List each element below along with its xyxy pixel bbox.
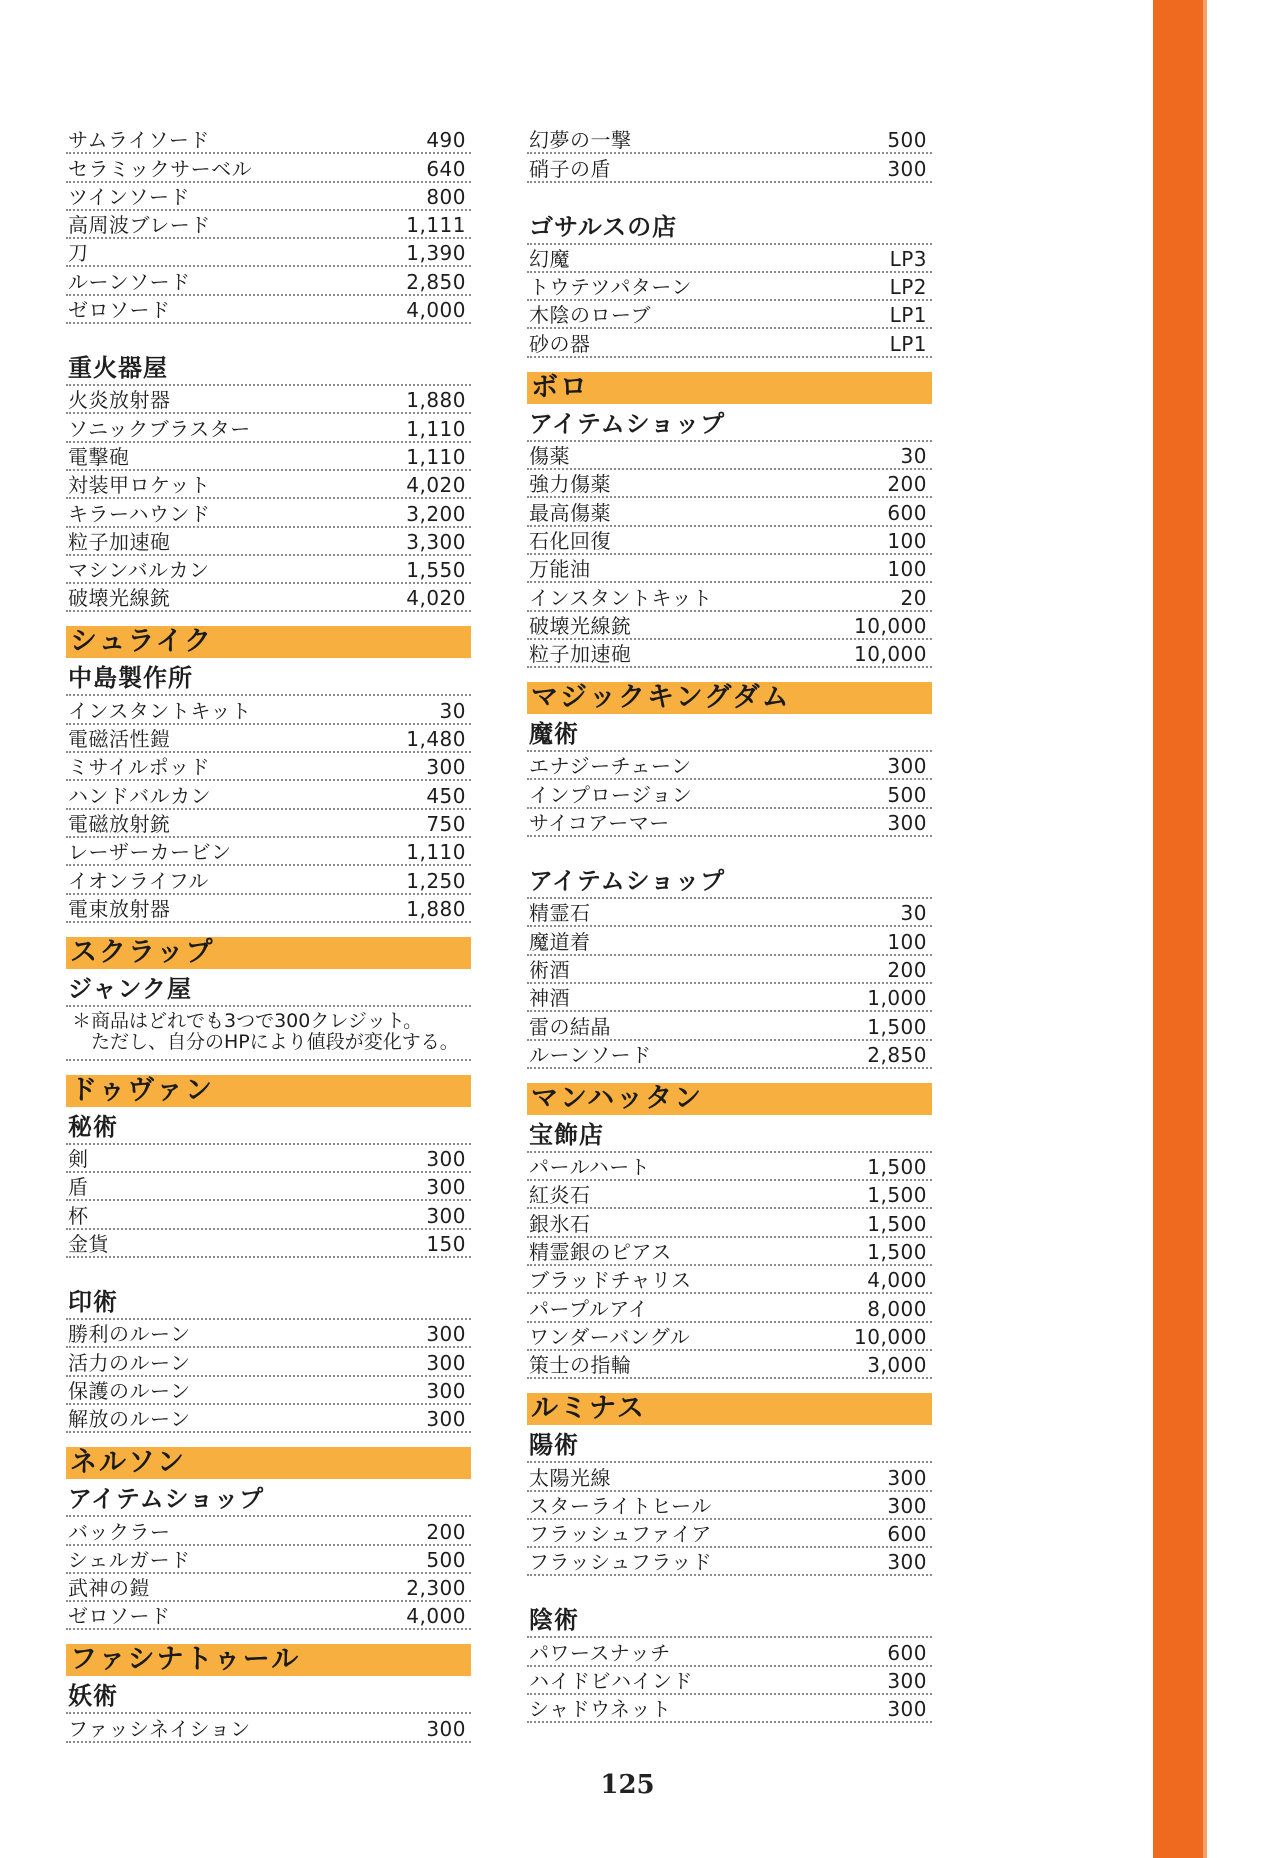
item-price: 30	[439, 698, 466, 723]
item-price: 1,110	[406, 416, 466, 441]
item-price: 4,000	[867, 1268, 927, 1293]
item-price: 1,250	[406, 868, 466, 893]
item-price: 300	[426, 1147, 466, 1172]
item-name: 策士の指輪	[529, 1355, 632, 1376]
price-row	[66, 866, 471, 894]
item-name: 高周波ブレード	[68, 215, 211, 236]
region-header-magic-kingdom: マジックキングダム	[527, 682, 932, 714]
price-row	[527, 1209, 932, 1237]
devin-rune-list	[66, 1320, 471, 1433]
item-price: 8,000	[867, 1296, 927, 1321]
price-row	[527, 1638, 932, 1666]
item-price: 500	[426, 1547, 466, 1572]
item-name: エナジーチェーン	[529, 756, 692, 777]
item-price: 300	[426, 1407, 466, 1432]
price-row	[527, 555, 932, 583]
price-row	[527, 1548, 932, 1576]
item-price: 10,000	[854, 613, 927, 638]
jewelry-item-list	[527, 1153, 932, 1379]
price-row	[66, 1320, 471, 1348]
item-price: 2,850	[406, 269, 466, 294]
shop-heading: 陰術	[527, 1604, 932, 1638]
price-row	[66, 725, 471, 753]
price-row	[66, 386, 471, 414]
item-price: 2,850	[867, 1042, 927, 1067]
item-price: 1,110	[406, 840, 466, 865]
price-row	[66, 211, 471, 239]
region-header-devin: ドゥヴァン	[66, 1075, 471, 1107]
note-line: ＊商品はどれでも3つで300クレジット。	[72, 1009, 423, 1032]
item-name: 神酒	[529, 988, 570, 1009]
magic-kingdom-item-list	[527, 899, 932, 1069]
item-price: 1,500	[867, 1183, 927, 1208]
devin-arcane-list	[66, 1145, 471, 1258]
price-row	[527, 1266, 932, 1294]
item-price: 3,000	[867, 1353, 927, 1378]
item-name: ルーンソード	[529, 1044, 652, 1065]
item-price: 1,500	[867, 1211, 927, 1236]
section-gap	[66, 324, 471, 352]
item-price: 100	[887, 929, 927, 954]
item-price: 200	[887, 957, 927, 982]
item-name: 術酒	[529, 959, 570, 980]
item-name: インスタントキット	[68, 700, 252, 721]
item-price: 300	[887, 1493, 927, 1518]
item-name: 木陰のローブ	[529, 305, 651, 326]
item-price: 750	[426, 811, 466, 836]
item-name: 活力のルーン	[68, 1352, 191, 1373]
page-number: 125	[600, 1770, 655, 1800]
item-price: 1,550	[406, 558, 466, 583]
item-name: フラッシュフラッド	[529, 1552, 713, 1573]
price-row	[66, 528, 471, 556]
price-row	[527, 1520, 932, 1548]
item-price: 1,390	[406, 241, 466, 266]
price-row	[527, 984, 932, 1012]
item-name: ゼロソード	[68, 300, 171, 321]
region-header-manhattan: マンハッタン	[527, 1083, 932, 1115]
left-column	[66, 126, 471, 1743]
price-row	[66, 239, 471, 267]
item-price: 300	[426, 1322, 466, 1347]
item-price: 300	[887, 1697, 927, 1722]
item-price: LP3	[889, 246, 927, 271]
item-price: LP2	[889, 275, 927, 300]
price-row	[527, 583, 932, 611]
price-row	[66, 499, 471, 527]
item-price: 1,880	[406, 388, 466, 413]
item-price: 1,500	[867, 1240, 927, 1265]
weapon-list	[66, 126, 471, 324]
price-row	[66, 267, 471, 295]
price-row	[66, 696, 471, 724]
item-name: 幻夢の一撃	[529, 130, 632, 151]
shop-heading: 印術	[66, 1286, 471, 1320]
price-row	[66, 443, 471, 471]
section-gap	[527, 1576, 932, 1604]
item-name: トウテツパターン	[529, 277, 692, 298]
item-name: 対装甲ロケット	[68, 475, 211, 496]
region-header-luminous: ルミナス	[527, 1393, 932, 1425]
price-row	[66, 1574, 471, 1602]
item-price: 500	[887, 128, 927, 153]
item-name: バックラー	[68, 1521, 171, 1542]
price-row	[527, 1181, 932, 1209]
light-spell-list	[527, 1463, 932, 1576]
item-name: インスタントキット	[529, 587, 713, 608]
price-row	[527, 329, 932, 357]
item-name: 万能油	[529, 559, 591, 580]
shop-heading: 宝飾店	[527, 1119, 932, 1153]
item-price: 1,111	[406, 213, 466, 238]
item-price: 30	[900, 901, 927, 926]
item-price: 300	[426, 1203, 466, 1228]
item-name: 電束放射器	[68, 898, 171, 919]
side-stripe-edge	[1203, 0, 1207, 1858]
item-price: 300	[887, 1550, 927, 1575]
item-price: 600	[887, 1640, 927, 1665]
item-price: 100	[887, 528, 927, 553]
price-row	[66, 584, 471, 612]
item-price: 300	[426, 1175, 466, 1200]
item-price: 300	[887, 156, 927, 181]
item-price: 800	[426, 184, 466, 209]
item-name: イオンライフル	[68, 870, 209, 891]
item-price: 300	[426, 1350, 466, 1375]
item-name: ゼロソード	[68, 1606, 171, 1627]
item-name: 武神の鎧	[68, 1578, 150, 1599]
item-name: ハイドビハインド	[529, 1670, 693, 1691]
item-name: 剣	[68, 1149, 89, 1170]
item-name: 破壊光線銃	[68, 588, 171, 609]
item-name: 傷薬	[529, 446, 570, 467]
item-name: 杯	[68, 1205, 89, 1226]
item-price: 600	[887, 1522, 927, 1547]
shop-heading: アイテムショップ	[527, 865, 932, 899]
price-row	[527, 273, 932, 301]
item-name: 火炎放射器	[68, 390, 171, 411]
shadow-spell-list	[527, 1638, 932, 1723]
item-price: 640	[426, 156, 466, 181]
item-price: 4,000	[406, 298, 466, 323]
item-name: 盾	[68, 1177, 89, 1198]
item-price: 4,000	[406, 1604, 466, 1629]
item-name: スターライトヒール	[529, 1495, 712, 1516]
item-name: 刀	[68, 243, 89, 264]
price-row	[527, 1463, 932, 1491]
item-name: 砂の器	[529, 333, 591, 354]
item-price: 1,110	[406, 444, 466, 469]
heavy-weapons-list	[66, 386, 471, 612]
item-name: 紅炎石	[529, 1185, 591, 1206]
shop-heading: 重火器屋	[66, 352, 471, 386]
item-name: セラミックサーベル	[68, 158, 253, 179]
price-row	[527, 154, 932, 182]
item-price: 2,300	[406, 1576, 466, 1601]
item-name: ツインソード	[68, 186, 190, 207]
item-price: 100	[887, 557, 927, 582]
price-row	[527, 1695, 932, 1723]
item-price: 4,020	[406, 586, 466, 611]
shop-heading: 中島製作所	[66, 662, 471, 696]
item-name: 太陽光線	[529, 1467, 611, 1488]
item-price: 450	[426, 783, 466, 808]
price-row	[66, 471, 471, 499]
item-price: 4,020	[406, 473, 466, 498]
section-gap	[527, 837, 932, 865]
item-price: 3,300	[406, 529, 466, 554]
shop-heading: ゴサルスの店	[527, 211, 932, 245]
shop-heading: アイテムショップ	[527, 408, 932, 442]
item-price: 10,000	[854, 1324, 927, 1349]
item-price: LP1	[889, 303, 927, 328]
item-name: インプロージョン	[529, 784, 693, 805]
price-row	[66, 1145, 471, 1173]
top-item-list	[527, 126, 932, 183]
junk-shop-note	[66, 1007, 471, 1061]
item-name: 魔道着	[529, 931, 591, 952]
price-row	[527, 470, 932, 498]
price-row	[527, 1351, 932, 1379]
price-row	[66, 895, 471, 923]
region-header-shrike: シュライク	[66, 626, 471, 658]
item-name: パワースナッチ	[529, 1642, 671, 1663]
item-price: 200	[887, 472, 927, 497]
price-row	[527, 927, 932, 955]
item-name: ワンダーバングル	[529, 1326, 691, 1347]
price-row	[66, 1230, 471, 1258]
price-row	[66, 1546, 471, 1574]
price-row	[66, 296, 471, 324]
price-row	[66, 1517, 471, 1545]
item-price: LP1	[889, 331, 927, 356]
item-name: レーザーカービン	[68, 842, 232, 863]
item-name: シェルガード	[68, 1549, 191, 1570]
price-row	[527, 245, 932, 273]
price-row	[527, 527, 932, 555]
price-row	[527, 442, 932, 470]
price-row	[527, 1323, 932, 1351]
price-row	[66, 1377, 471, 1405]
item-price: 300	[887, 1465, 927, 1490]
section-gap	[66, 1258, 471, 1286]
price-row	[66, 838, 471, 866]
item-name: 破壊光線銃	[529, 615, 632, 636]
price-row	[527, 1238, 932, 1266]
price-row	[527, 640, 932, 668]
boro-item-list	[527, 442, 932, 668]
price-row	[527, 956, 932, 984]
item-name: シャドウネット	[529, 1699, 672, 1720]
item-name: サイコアーマー	[529, 813, 670, 834]
item-name: 解放のルーン	[68, 1409, 191, 1430]
shop-heading: 陽術	[527, 1429, 932, 1463]
item-name: サムライソード	[68, 130, 210, 151]
price-row	[527, 780, 932, 808]
right-column	[527, 126, 932, 1723]
item-name: 金貨	[68, 1234, 109, 1255]
item-price: 300	[887, 1668, 927, 1693]
price-row	[66, 154, 471, 182]
shrike-item-list	[66, 696, 471, 922]
item-name: 強力傷薬	[529, 474, 611, 495]
item-name: 最高傷薬	[529, 502, 611, 523]
fascinatour-item-list	[66, 1714, 471, 1742]
price-row	[527, 498, 932, 526]
price-row	[66, 1173, 471, 1201]
item-name: 勝利のルーン	[68, 1324, 191, 1345]
item-price: 1,000	[867, 986, 927, 1011]
price-row	[66, 1602, 471, 1630]
shop-heading: 魔術	[527, 718, 932, 752]
price-row	[66, 414, 471, 442]
side-stripe	[1153, 0, 1203, 1858]
item-name: 粒子加速砲	[529, 644, 632, 665]
price-row	[66, 753, 471, 781]
item-name: 精霊銀のピアス	[529, 1242, 672, 1263]
item-price: 490	[426, 128, 466, 153]
price-row	[527, 752, 932, 780]
item-name: マシンバルカン	[68, 560, 210, 581]
item-price: 300	[887, 811, 927, 836]
gozarus-item-list	[527, 245, 932, 358]
item-price: 1,500	[867, 1155, 927, 1180]
price-row	[66, 1405, 471, 1433]
item-name: 電撃砲	[68, 446, 130, 467]
item-price: 200	[426, 1519, 466, 1544]
item-price: 1,480	[406, 727, 466, 752]
item-name: 石化回復	[529, 530, 611, 551]
item-name: 硝子の盾	[529, 158, 611, 179]
shop-heading: ジャンク屋	[66, 973, 471, 1007]
item-price: 300	[887, 754, 927, 779]
item-name: ファッシネイション	[68, 1718, 251, 1739]
price-row	[527, 126, 932, 154]
region-header-boro: ボロ	[527, 372, 932, 404]
item-price: 10,000	[854, 642, 927, 667]
region-header-fascinatour: ファシナトゥール	[66, 1644, 471, 1676]
item-name: 電磁放射銃	[68, 813, 171, 834]
item-price: 20	[900, 585, 927, 610]
item-name: 保護のルーン	[68, 1380, 191, 1401]
price-row	[66, 183, 471, 211]
item-name: ソニックブラスター	[68, 418, 251, 439]
item-name: ミサイルポッド	[68, 757, 211, 778]
item-name: 銀氷石	[529, 1213, 591, 1234]
price-row	[66, 1714, 471, 1742]
item-price: 600	[887, 500, 927, 525]
item-price: 150	[426, 1232, 466, 1257]
item-price: 3,200	[406, 501, 466, 526]
item-name: パープルアイ	[529, 1298, 649, 1319]
item-price: 1,500	[867, 1014, 927, 1039]
price-row	[66, 556, 471, 584]
item-price: 300	[426, 755, 466, 780]
price-row	[527, 1153, 932, 1181]
item-price: 30	[900, 444, 927, 469]
item-name: 電磁活性鎧	[68, 729, 171, 750]
region-header-nelson: ネルソン	[66, 1447, 471, 1479]
price-row	[66, 1348, 471, 1376]
price-row	[66, 810, 471, 838]
item-name: キラーハウンド	[68, 503, 211, 524]
item-price: 1,880	[406, 896, 466, 921]
price-row	[527, 612, 932, 640]
item-name: フラッシュファイア	[529, 1524, 712, 1545]
item-name: 粒子加速砲	[68, 531, 171, 552]
item-price: 500	[887, 782, 927, 807]
shop-heading: 妖術	[66, 1680, 471, 1714]
price-row	[527, 1041, 932, 1069]
price-row	[527, 899, 932, 927]
nelson-item-list	[66, 1517, 471, 1630]
price-row	[527, 1492, 932, 1520]
price-row	[66, 126, 471, 154]
price-row	[527, 1294, 932, 1322]
item-price: 300	[426, 1378, 466, 1403]
price-row	[527, 301, 932, 329]
shop-heading: 秘術	[66, 1111, 471, 1145]
item-name: パールハート	[529, 1157, 651, 1178]
section-gap	[527, 183, 932, 211]
item-name: 雷の結晶	[529, 1016, 611, 1037]
item-name: ブラッドチャリス	[529, 1270, 692, 1291]
price-row	[527, 809, 932, 837]
item-name: ハンドバルカン	[68, 785, 212, 806]
price-row	[66, 1201, 471, 1229]
magic-spell-list	[527, 752, 932, 837]
price-row	[527, 1012, 932, 1040]
region-header-scrap: スクラップ	[66, 937, 471, 969]
price-row	[66, 781, 471, 809]
item-name: 幻魔	[529, 248, 570, 269]
note-line: ただし、自分のHPにより値段が変化する。	[91, 1030, 459, 1053]
shop-heading: アイテムショップ	[66, 1483, 471, 1517]
item-name: ルーンソード	[68, 271, 191, 292]
price-row	[527, 1667, 932, 1695]
item-name: 精霊石	[529, 903, 591, 924]
item-price: 300	[426, 1716, 466, 1741]
